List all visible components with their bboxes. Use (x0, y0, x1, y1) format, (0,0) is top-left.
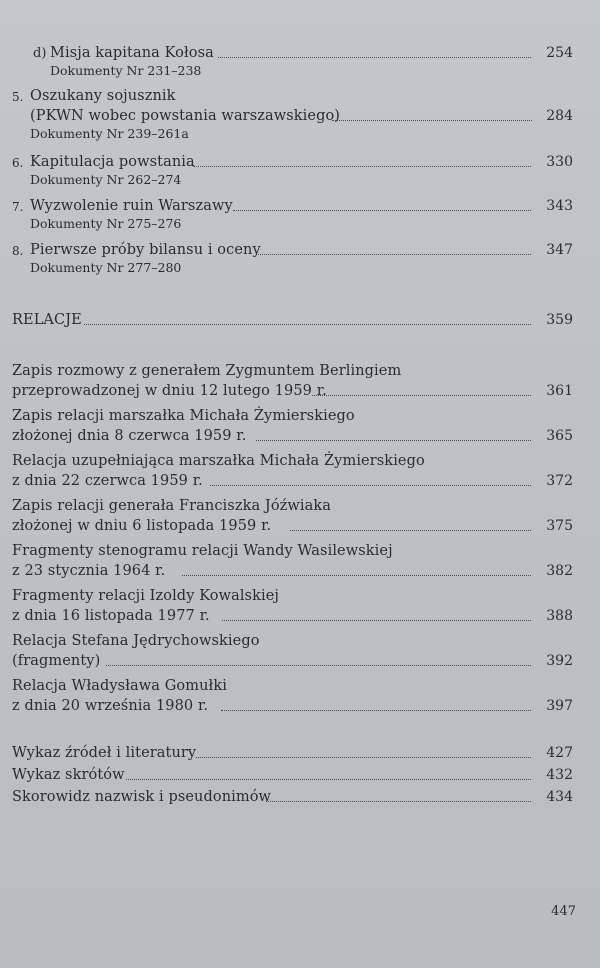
dot-leader (290, 530, 531, 531)
toc-entry-documents: Dokumenty Nr 239–261a (30, 126, 189, 141)
relation-title: Fragmenty stenogramu relacji Wandy Wasilewskiej (12, 543, 393, 559)
dot-leader (106, 665, 531, 666)
toc-page-number: 392 (546, 653, 573, 669)
dot-leader (332, 120, 532, 121)
toc-entry-label: d) (33, 46, 47, 61)
toc-entry-number: 8. (12, 244, 24, 258)
toc-entry-documents: Dokumenty Nr 231–238 (50, 63, 202, 78)
toc-page-number: 397 (546, 698, 573, 714)
toc-entry-title: Kapitulacja powstania (30, 154, 195, 170)
dot-leader (193, 166, 531, 167)
dot-leader (182, 575, 531, 576)
toc-page-number: 434 (546, 789, 573, 805)
toc-entry-title: Skorowidz nazwisk i pseudonimów (12, 789, 272, 805)
dot-leader (126, 779, 531, 780)
toc-relation-entry (0, 676, 600, 716)
relation-date: z dnia 16 listopada 1977 r. (12, 608, 210, 624)
toc-entry-kapitulacja-powstania (0, 152, 600, 187)
dot-leader (256, 440, 531, 441)
toc-entry-oszukany-sojusznik (0, 86, 600, 141)
toc-entry-title: Wyzwolenie ruin Warszawy (30, 198, 233, 214)
toc-page-number: 284 (546, 108, 573, 124)
dot-leader (218, 57, 531, 58)
relation-date: z 23 stycznia 1964 r. (12, 563, 166, 579)
section-heading: RELACJE (12, 312, 82, 328)
relation-date: z dnia 20 września 1980 r. (12, 698, 209, 714)
toc-entry-wykaz-zrodel (0, 743, 600, 763)
toc-page-number: 375 (546, 518, 573, 534)
dot-leader (233, 210, 531, 211)
toc-relation-entry (0, 541, 600, 581)
toc-relation-entry (0, 631, 600, 671)
dot-leader (210, 485, 531, 486)
toc-relation-entry (0, 361, 600, 401)
relation-title: Relacja Władysława Gomułki (12, 678, 227, 694)
relation-date: z dnia 22 czerwca 1959 r. (12, 473, 203, 489)
dot-leader (266, 801, 531, 802)
relation-title: Fragmenty relacji Izoldy Kowalskiej (12, 588, 279, 604)
dot-leader (222, 620, 531, 621)
toc-entry-title: Wykaz skrótów (12, 767, 125, 783)
toc-page-number: 432 (546, 767, 573, 783)
toc-entry-misja-kapitana-kolosa (0, 43, 600, 78)
toc-entry-title-continued: (PKWN wobec powstania warszawskiego) (30, 108, 341, 124)
toc-section-relacje (0, 310, 600, 330)
relation-title: Relacja uzupełniająca marszałka Michała Żymierskiego (12, 453, 425, 469)
page-folio-number: 447 (551, 904, 576, 919)
toc-entry-wykaz-skrotow (0, 765, 600, 785)
toc-entry-skorowidz (0, 787, 600, 807)
toc-relation-entry (0, 451, 600, 491)
toc-page-number: 347 (546, 242, 573, 258)
relation-date: (fragmenty) (12, 653, 101, 669)
toc-page-number: 343 (546, 198, 573, 214)
toc-entry-number: 5. (12, 90, 24, 104)
toc-page-number: 254 (546, 45, 573, 61)
dot-leader (256, 254, 531, 255)
relation-date: złożonej w dniu 6 listopada 1959 r. (12, 518, 272, 534)
toc-page-number: 330 (546, 154, 573, 170)
relation-title: Relacja Stefana Jędrychowskiego (12, 633, 260, 649)
toc-entry-documents: Dokumenty Nr 277–280 (30, 260, 182, 275)
relation-date: złożonej dnia 8 czerwca 1959 r. (12, 428, 247, 444)
toc-entry-documents: Dokumenty Nr 275–276 (30, 216, 182, 231)
dot-leader (221, 710, 531, 711)
relation-title: Zapis rozmowy z generałem Zygmuntem Berlingiem (12, 363, 402, 379)
toc-entry-number: 7. (12, 200, 24, 214)
toc-relation-entry (0, 496, 600, 536)
toc-page-number: 359 (546, 312, 573, 328)
toc-page-number: 365 (546, 428, 573, 444)
dot-leader (312, 395, 531, 396)
toc-page-number: 372 (546, 473, 573, 489)
relation-date: przeprowadzonej w dniu 12 lutego 1959 r. (12, 383, 327, 399)
toc-entry-number: 6. (12, 156, 24, 170)
dot-leader (196, 757, 531, 758)
relation-title: Zapis relacji marszałka Michała Żymierskiego (12, 408, 355, 424)
toc-entry-documents: Dokumenty Nr 262–274 (30, 172, 182, 187)
toc-entry-title: Misja kapitana Kołosa (50, 45, 214, 61)
toc-entry-title: Pierwsze próby bilansu i oceny (30, 242, 261, 258)
toc-page-number: 427 (546, 745, 573, 761)
toc-page-number: 388 (546, 608, 573, 624)
dot-leader (84, 324, 531, 325)
toc-relation-entry (0, 406, 600, 446)
toc-entry-title: Wykaz źródeł i literatury (12, 745, 197, 761)
toc-entry-title: Oszukany sojusznik (30, 88, 176, 104)
relation-title: Zapis relacji generała Franciszka Jóźwiaka (12, 498, 332, 514)
toc-entry-wyzwolenie-ruin-warszawy (0, 196, 600, 231)
toc-page-number: 382 (546, 563, 573, 579)
toc-entry-pierwsze-proby-bilansu (0, 240, 600, 275)
toc-relation-entry (0, 586, 600, 626)
toc-page-number: 361 (546, 383, 573, 399)
